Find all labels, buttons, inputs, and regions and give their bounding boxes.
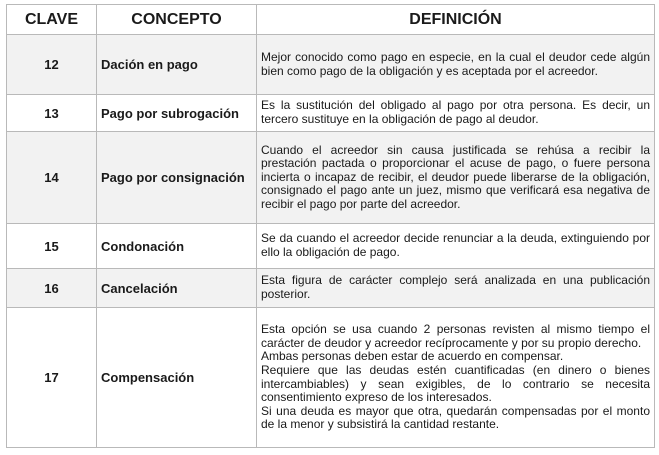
table-row [7, 308, 655, 448]
row-definicion: Se da cuando el acreedor decide renunciar a la deuda, extinguiendo por ello la obligación de pago. [257, 224, 655, 269]
row-concepto: Cancelación [97, 269, 257, 308]
row-definicion: Mejor conocido como pago en especie, en la cual el deudor cede algún bien como pago de la obligación y es aceptada por el acreedor. [257, 35, 655, 95]
row-clave: 17 [7, 308, 97, 448]
row-definicion: Esta figura de carácter complejo será analizada en una publicación posterior. [257, 269, 655, 308]
row-concepto: Dación en pago [97, 35, 257, 95]
row-clave: 12 [7, 35, 97, 95]
row-clave: 16 [7, 269, 97, 308]
definicion-paragraph: Si una deuda es mayor que otra, quedarán compensadas por el monto de la menor y subsistirá la cantidad restante. [261, 403, 650, 432]
row-definicion: Cuando el acreedor sin causa justificada se rehúsa a recibir la prestación pactada o proporcionar el acuse de pago, o fuere persona incierta o incapaz de recibir, el deudor puede liberarse de la obligación, consignado el pago ante un juez, mismo que verificará esa negativa de recibir el pago por parte del acreedor. [257, 132, 655, 224]
row-concepto: Pago por subrogación [97, 95, 257, 132]
table-row [7, 224, 655, 269]
table-row [7, 269, 655, 308]
definicion-paragraph: Esta opción se usa cuando 2 personas revisten al mismo tiempo el carácter de deudor y acreedor recíprocamente y por su propio derecho. [261, 322, 650, 350]
definicion-paragraph: Ambas personas deben estar de acuerdo en compensar. [261, 349, 564, 364]
table-row [7, 132, 655, 224]
row-clave: 15 [7, 224, 97, 269]
header-row [7, 5, 655, 35]
header-clave: CLAVE [7, 5, 97, 35]
definicion-paragraph: Requiere que las deudas estén cuantificadas (en dinero o bienes intercambiables) y sean exigibles, de lo contrario se necesita consentimiento expreso de los interesados. [261, 362, 650, 405]
table-row [7, 35, 655, 95]
row-definicion: Es la sustitución del obligado al pago por otra persona. Es decir, un tercero sustituye en la obligación de pago al deudor. [257, 95, 655, 132]
row-clave: 13 [7, 95, 97, 132]
row-concepto: Pago por consignación [97, 132, 257, 224]
row-concepto: Compensación [97, 308, 257, 448]
table-row [7, 95, 655, 132]
row-concepto: Condonación [97, 224, 257, 269]
header-definicion: DEFINICIÓN [257, 5, 655, 35]
row-clave: 14 [7, 132, 97, 224]
row-definicion [257, 308, 655, 448]
header-concepto: CONCEPTO [97, 5, 257, 35]
definitions-table [6, 4, 655, 448]
